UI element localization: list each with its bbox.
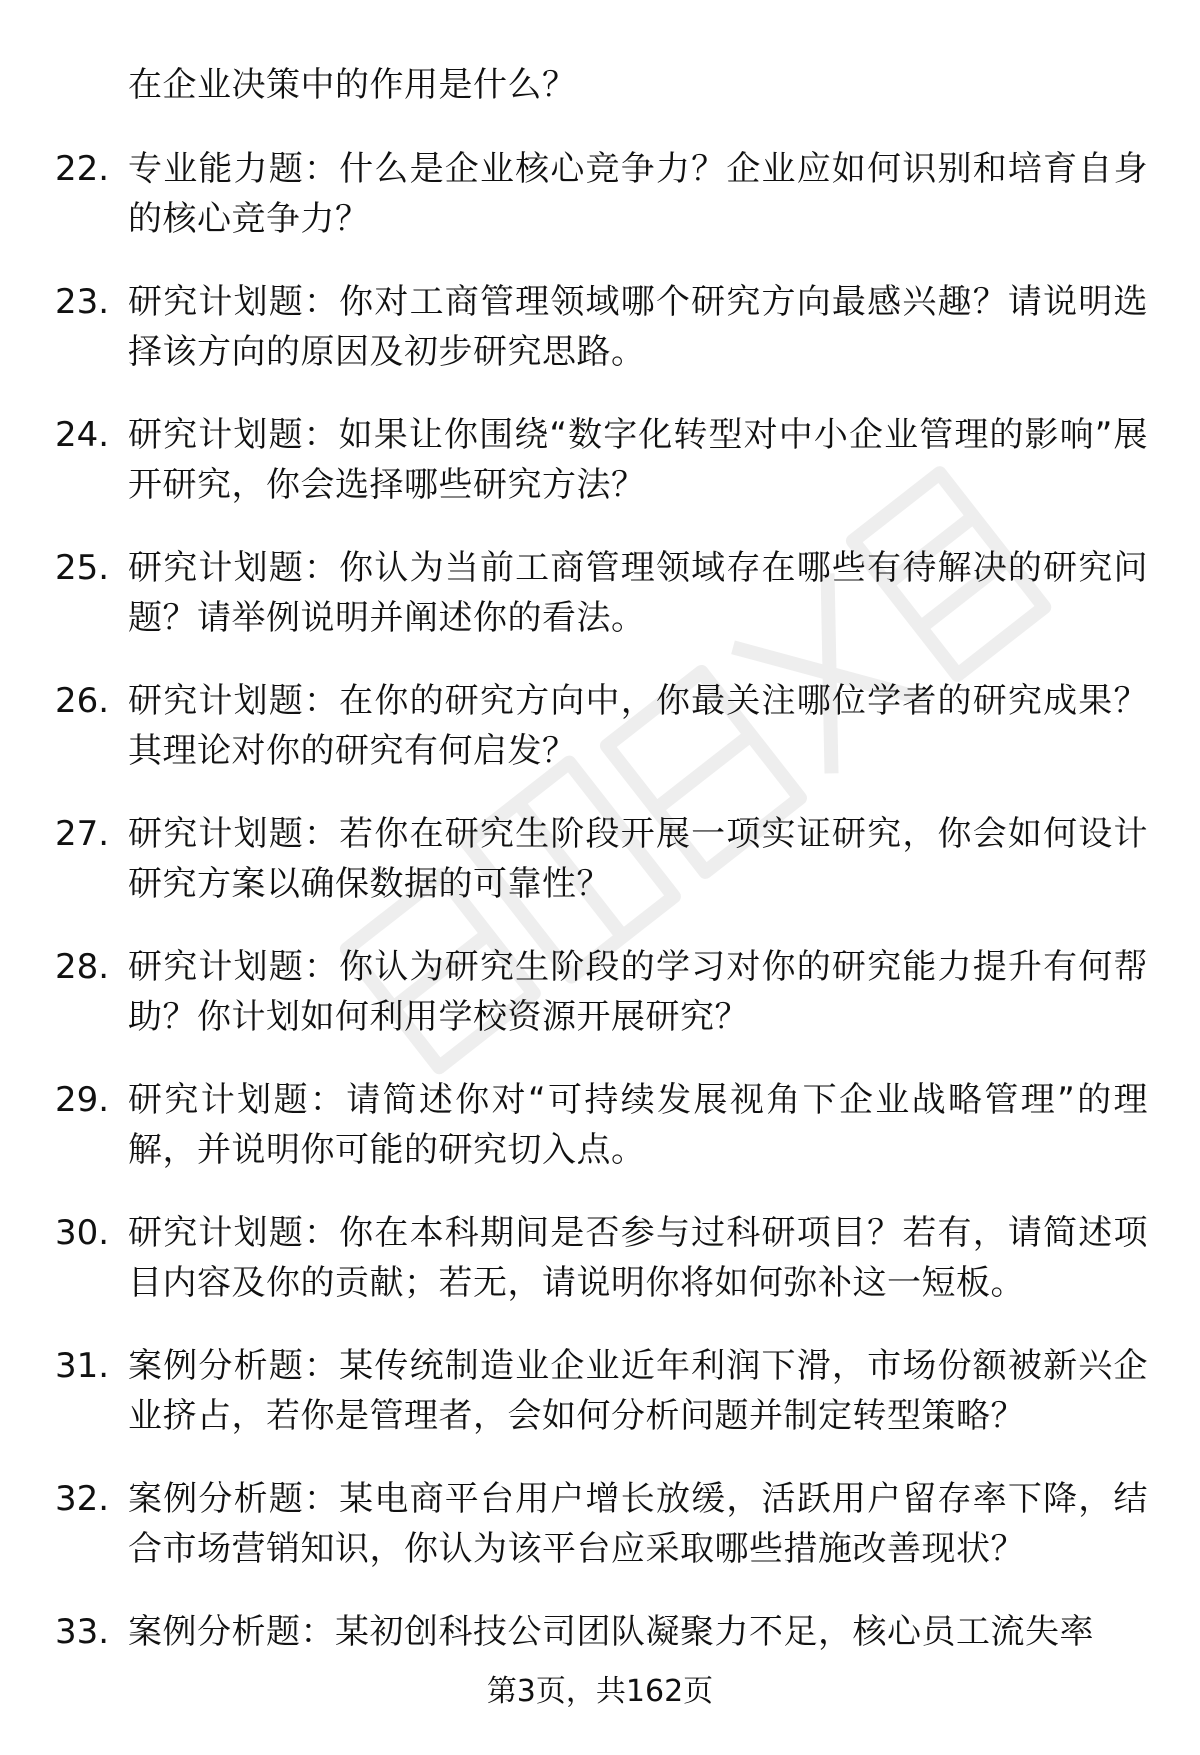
- page-footer: 第3页，共162页: [486, 1674, 714, 1709]
- question-item: [0, 809, 1200, 942]
- question-number: 31.: [55, 1346, 110, 1386]
- question-number: 24.: [55, 415, 110, 455]
- question-item: [0, 144, 1200, 277]
- question-number: 27.: [55, 814, 110, 854]
- continuation-text: 在企业决策中的作用是什么？: [128, 65, 577, 105]
- question-text: 研究计划题：你对工商管理领域哪个研究方向最感兴趣？请说明选择该方向的原因及初步研究思路。: [128, 282, 1148, 372]
- question-item: [0, 1474, 1200, 1607]
- question-text: 研究计划题：如果让你围绕“数字化转型对中小企业管理的影响”展开研究，你会选择哪些研究方法？: [128, 415, 1148, 505]
- question-text: 案例分析题：某传统制造业企业近年利润下滑，市场份额被新兴企业挤占，若你是管理者，会如何分析问题并制定转型策略？: [128, 1346, 1148, 1436]
- question-item: [0, 1075, 1200, 1208]
- question-number: 29.: [55, 1080, 110, 1120]
- question-number: 33.: [55, 1612, 110, 1652]
- question-text: 案例分析题：某电商平台用户增长放缓，活跃用户留存率下降，结合市场营销知识，你认为该平台应采取哪些措施改善现状？: [128, 1479, 1148, 1569]
- question-list: [0, 144, 1200, 1740]
- question-item: [0, 676, 1200, 809]
- question-text: 案例分析题：某初创科技公司团队凝聚力不足，核心员工流失率: [128, 1612, 1094, 1652]
- question-text: 研究计划题：在你的研究方向中，你最关注哪位学者的研究成果？其理论对你的研究有何启发？: [128, 681, 1148, 771]
- question-text: 研究计划题：你认为研究生阶段的学习对你的研究能力提升有何帮助？你计划如何利用学校资源开展研究？: [128, 947, 1148, 1037]
- question-number: 28.: [55, 947, 110, 987]
- question-number: 22.: [55, 149, 110, 189]
- question-item: [0, 942, 1200, 1075]
- question-text: 研究计划题：你认为当前工商管理领域存在哪些有待解决的研究问题？请举例说明并阐述你的看法。: [128, 548, 1148, 638]
- question-text: 专业能力题：什么是企业核心竞争力？企业应如何识别和培育自身的核心竞争力？: [128, 149, 1148, 239]
- question-item: [0, 1208, 1200, 1341]
- question-item: [0, 410, 1200, 543]
- question-item: [0, 277, 1200, 410]
- question-text: 研究计划题：请简述你对“可持续发展视角下企业战略管理”的理解，并说明你可能的研究切入点。: [128, 1080, 1148, 1170]
- question-item: [0, 543, 1200, 676]
- question-number: 32.: [55, 1479, 110, 1519]
- question-text: 研究计划题：若你在研究生阶段开展一项实证研究，你会如何设计研究方案以确保数据的可靠性？: [128, 814, 1148, 904]
- question-number: 25.: [55, 548, 110, 588]
- question-item: [0, 1341, 1200, 1474]
- question-number: 23.: [55, 282, 110, 322]
- question-text: 研究计划题：你在本科期间是否参与过科研项目？若有，请简述项目内容及你的贡献；若无，请说明你将如何弥补这一短板。: [128, 1213, 1148, 1303]
- question-number: 26.: [55, 681, 110, 721]
- question-number: 30.: [55, 1213, 110, 1253]
